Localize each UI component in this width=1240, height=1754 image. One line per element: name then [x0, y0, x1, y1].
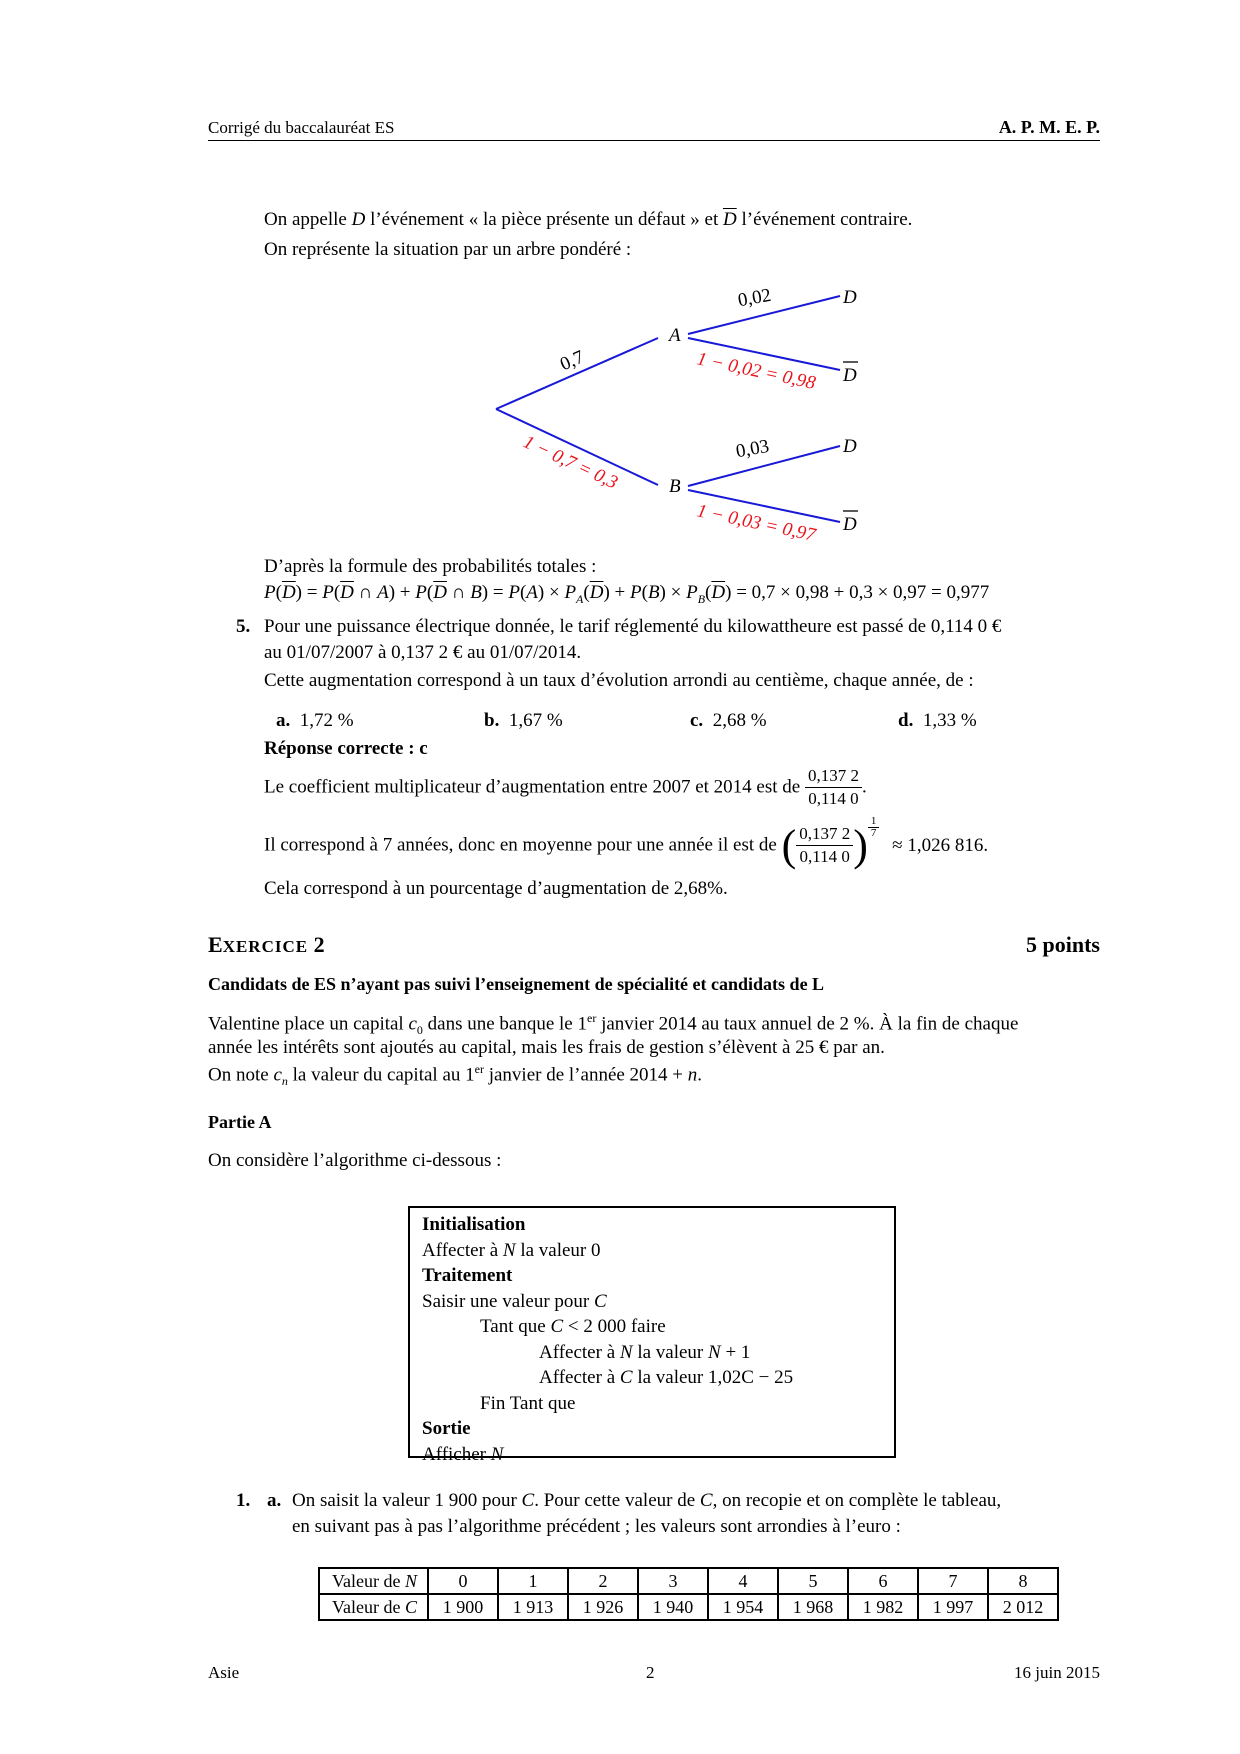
algo-line-5: Affecter à C la valeur 1,02C − 25	[539, 1367, 794, 1388]
values-table	[318, 1567, 1059, 1621]
ex2-para-1: Valentine place un capital $c_0$ dans une banque le 1er janvier 2014 au taux annuel de 2 %. À la fin de chaque	[208, 1011, 1019, 1038]
algo-line-2: Saisir une valeur pour C	[422, 1290, 607, 1312]
q5-line-2: au 01/07/2007 à 0,137 2 € au 01/07/2014.	[264, 642, 582, 663]
footer-right: 16 juin 2015	[1014, 1663, 1100, 1682]
weight-A-D: 0,02	[736, 284, 773, 312]
algo-treatment: Traitement	[422, 1265, 513, 1286]
q1a-sub: a.	[267, 1490, 282, 1511]
coef-line: Le coefficient multiplicateur d’augmentation entre 2007 et 2014 est de $\frac{0,137 2}{0,114 0}$ .	[264, 766, 867, 808]
intro-line-2: On représente la situation par un arbre pondéré :	[264, 239, 632, 260]
weight-B-D: 0,03	[734, 435, 771, 463]
q1a-line-2: en suivant pas à pas l’algorithme précédent ; les valeurs sont arrondies à l’euro :	[292, 1516, 901, 1537]
page-number: 2	[646, 1663, 655, 1682]
node-B: B	[669, 476, 681, 497]
annual-fraction: $\frac{0,137 2}{0,114 0}$	[796, 823, 853, 868]
probability-tree	[0, 0, 1240, 560]
intro-line-1: On appelle D l’événement « la pièce présente un défaut » et $\overline{D}$ l’événement contraire.	[264, 209, 913, 230]
table-row-n: Valeur de N 0 1 2 3 4 5 6 7 8	[319, 1568, 1058, 1594]
algo-line-1: Affecter à N la valeur 0	[422, 1239, 601, 1261]
choice-c: c. 2,68 %	[690, 710, 767, 731]
table-row-c: Valeur de C 1 900 1 913 1 926 1 940 1 954 1 968 1 982 1 997 2 012	[319, 1594, 1058, 1620]
algo-line-6: Fin Tant que	[480, 1392, 576, 1414]
header-left: Corrigé du baccalauréat ES	[208, 118, 395, 137]
approx-value: ≈ 1,026 816.	[892, 834, 989, 856]
leaf-Dbar-top: D	[843, 365, 857, 386]
exercise-title: EXERCICE 2	[208, 932, 325, 957]
choice-a: a. 1,72 %	[276, 710, 354, 731]
row-c-label: Valeur de C	[319, 1594, 428, 1620]
total-prob-result: = 0,7 × 0,98 + 0,3 × 0,97 = 0,977	[736, 582, 990, 603]
algo-intro: On considère l’algorithme ci-dessous :	[208, 1150, 502, 1171]
exercise-points: 5 points	[1026, 932, 1100, 957]
algorithm-box	[408, 1206, 896, 1465]
ex2-para-3: On note $c_n$ la valeur du capital au 1er janvier de l’année 2014 + n.	[208, 1062, 703, 1089]
algo-line-3: Tant que C < 2 000 faire	[480, 1316, 666, 1337]
choice-d: d. 1,33 %	[898, 710, 977, 731]
leaf-D-top: D	[843, 287, 857, 308]
header-right: A. P. M. E. P.	[998, 117, 1100, 137]
q5-answer: Réponse correcte : c	[264, 738, 428, 759]
row-n-label: Valeur de N	[319, 1568, 428, 1594]
total-prob-formula: $P(\overline{D}) = P(\overline{D}$ ∩ $A) + P(\overline{D}$ ∩ $B) = P(A) \times P_A(\overline{D}) + P(B) \times P_B(\overline{D}) = 0,7 \times 0,98 + 0,3 \times 0,97 = 0,977$	[264, 582, 990, 606]
coef-fraction: $\frac{0,137 2}{0,114 0}$	[805, 765, 862, 810]
q1a-line-1: On saisit la valeur 1 900 pour C. Pour cette valeur de C, on recopie et on complète le tableau,	[292, 1490, 1002, 1511]
exponent-fraction: $\frac{1}{7}$	[868, 816, 880, 839]
algo-output: Sortie	[422, 1418, 471, 1439]
footer-left: Asie	[208, 1663, 240, 1682]
weight-A-Dbar: 1 − 0,02 = 0,98	[694, 348, 818, 394]
choice-b: b. 1,67 %	[484, 710, 563, 731]
algo-line-7: Afficher N	[422, 1443, 504, 1465]
exercise-subtitle: Candidats de ES n’ayant pas suivi l’enseignement de spécialité et candidats de L	[208, 974, 825, 994]
part-a-heading: Partie A	[208, 1112, 272, 1132]
years-line: Il correspond à 7 années, donc en moyenne pour une année il est de ( $\frac{0,137 2}{0,114 0}$ ) $\frac{1}{7}$ ≈ 1,026 816.	[264, 815, 989, 870]
q5-line-1: Pour une puissance électrique donnée, le tarif réglementé du kilowattheure est passé de 0,114 0 €	[264, 616, 1002, 637]
leaf-D-bottom: D	[843, 436, 857, 457]
q5-line-3: Cette augmentation correspond à un taux d’évolution arrondi au centième, chaque année, de :	[264, 670, 974, 691]
q1-number: 1.	[236, 1490, 251, 1511]
weight-root-B: 1 − 0,7 = 0,3	[519, 431, 621, 494]
weight-root-A: 0,7	[557, 346, 588, 376]
total-prob-intro: D’après la formule des probabilités totales :	[264, 556, 597, 577]
pct-line: Cela correspond à un pourcentage d’augmentation de 2,68%.	[264, 878, 728, 899]
algo-line-4: Affecter à N la valeur N + 1	[539, 1341, 751, 1363]
node-A: A	[669, 325, 681, 346]
leaf-Dbar-bottom: D	[843, 514, 857, 535]
q5-number: 5.	[236, 616, 251, 637]
weight-B-Dbar: 1 − 0,03 = 0,97	[694, 500, 818, 546]
ex2-para-2: année les intérêts sont ajoutés au capital, mais les frais de gestion s’élèvent à 25 € par an.	[208, 1037, 885, 1058]
algo-init: Initialisation	[422, 1214, 526, 1235]
